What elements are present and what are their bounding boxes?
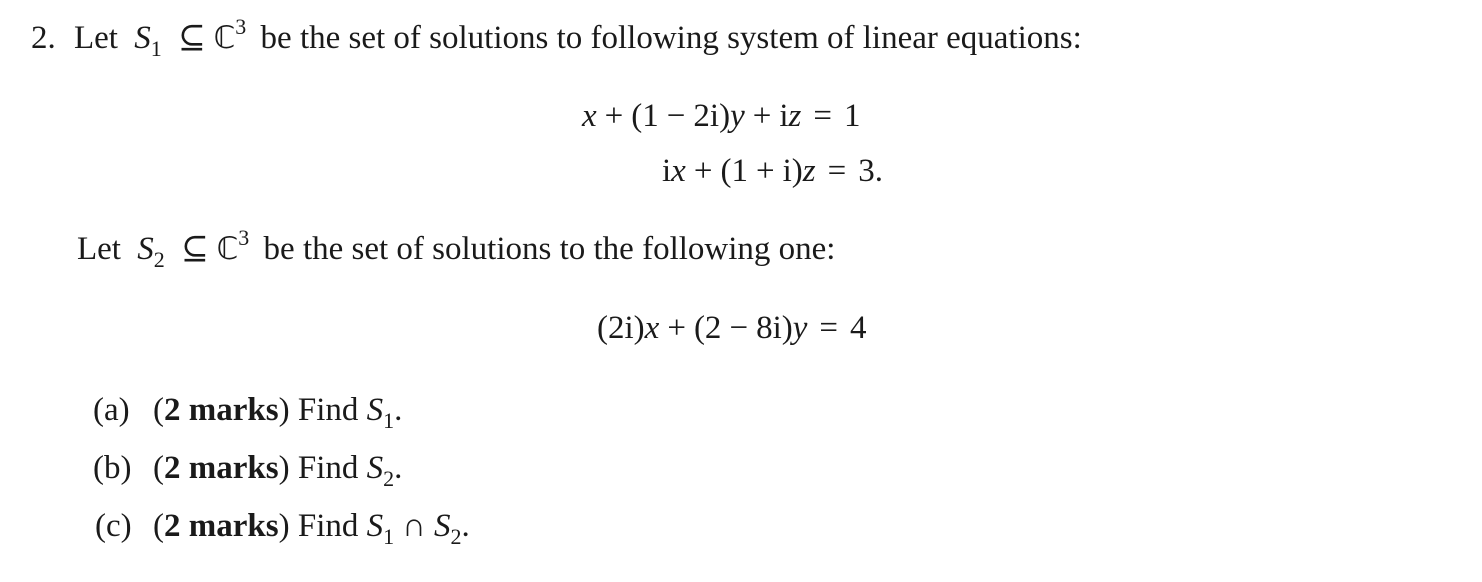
exponent-3: 3 — [235, 14, 247, 39]
complex-symbol-2: ℂ — [216, 231, 239, 267]
question-intro — [31, 14, 1082, 61]
part-a-text: Find — [297, 392, 359, 428]
part-c-text: Find — [297, 508, 359, 544]
complex-symbol: ℂ — [213, 20, 236, 56]
part-a-marks: 2 marks — [164, 392, 279, 428]
part-c-label: (c) — [95, 508, 132, 544]
equation-1: x + (1 − 2i)y + iz = 1 — [582, 98, 861, 134]
part-b: (b) (2 marks) Find $S_2$. — [93, 450, 403, 491]
part-a-set: $S_1$ — [366, 392, 395, 433]
exponent-3-2: 3 — [238, 225, 250, 250]
set-s1-symbol: $S_1$ — [134, 20, 162, 61]
part-b-marks: 2 marks — [164, 450, 279, 486]
question-intro-text: be the set of solutions to following system of linear equations: — [260, 20, 1082, 56]
part-b-text: Find — [297, 450, 359, 486]
let-word-2: Let — [77, 231, 121, 267]
part-c: (c) (2 marks) Find $S_1$ ∩ $S_2$. — [95, 508, 470, 549]
part-a-label: (a) — [93, 392, 130, 428]
part-b-label: (b) — [93, 450, 132, 486]
part-c-set-2: $S_2$ — [433, 508, 462, 549]
equation-2-rhs: 3. — [858, 153, 883, 189]
part-c-marks: 2 marks — [164, 508, 279, 544]
equation-3: (2i)x + (2 − 8i)y = 4 — [597, 310, 867, 346]
part-b-set: $S_2$ — [366, 450, 395, 491]
part-c-set-1: $S_1$ — [366, 508, 395, 549]
subseteq-symbol: ⊆ — [177, 20, 206, 56]
let-word: Let — [74, 20, 118, 56]
part-a: (a) (2 marks) Find $S_1$. — [93, 392, 403, 433]
question-number: 2. — [31, 20, 56, 56]
equation-1-rhs: 1 — [844, 98, 861, 134]
second-intro — [77, 225, 836, 272]
intersection-symbol: ∩ — [402, 508, 426, 544]
set-s2-symbol: $S_2$ — [137, 231, 165, 272]
subseteq-symbol-2: ⊆ — [180, 231, 209, 267]
equation-2: ix + (1 + i)z = 3. — [662, 153, 883, 189]
second-intro-text: be the set of solutions to the following one: — [263, 231, 836, 267]
equation-3-rhs: 4 — [850, 310, 867, 346]
